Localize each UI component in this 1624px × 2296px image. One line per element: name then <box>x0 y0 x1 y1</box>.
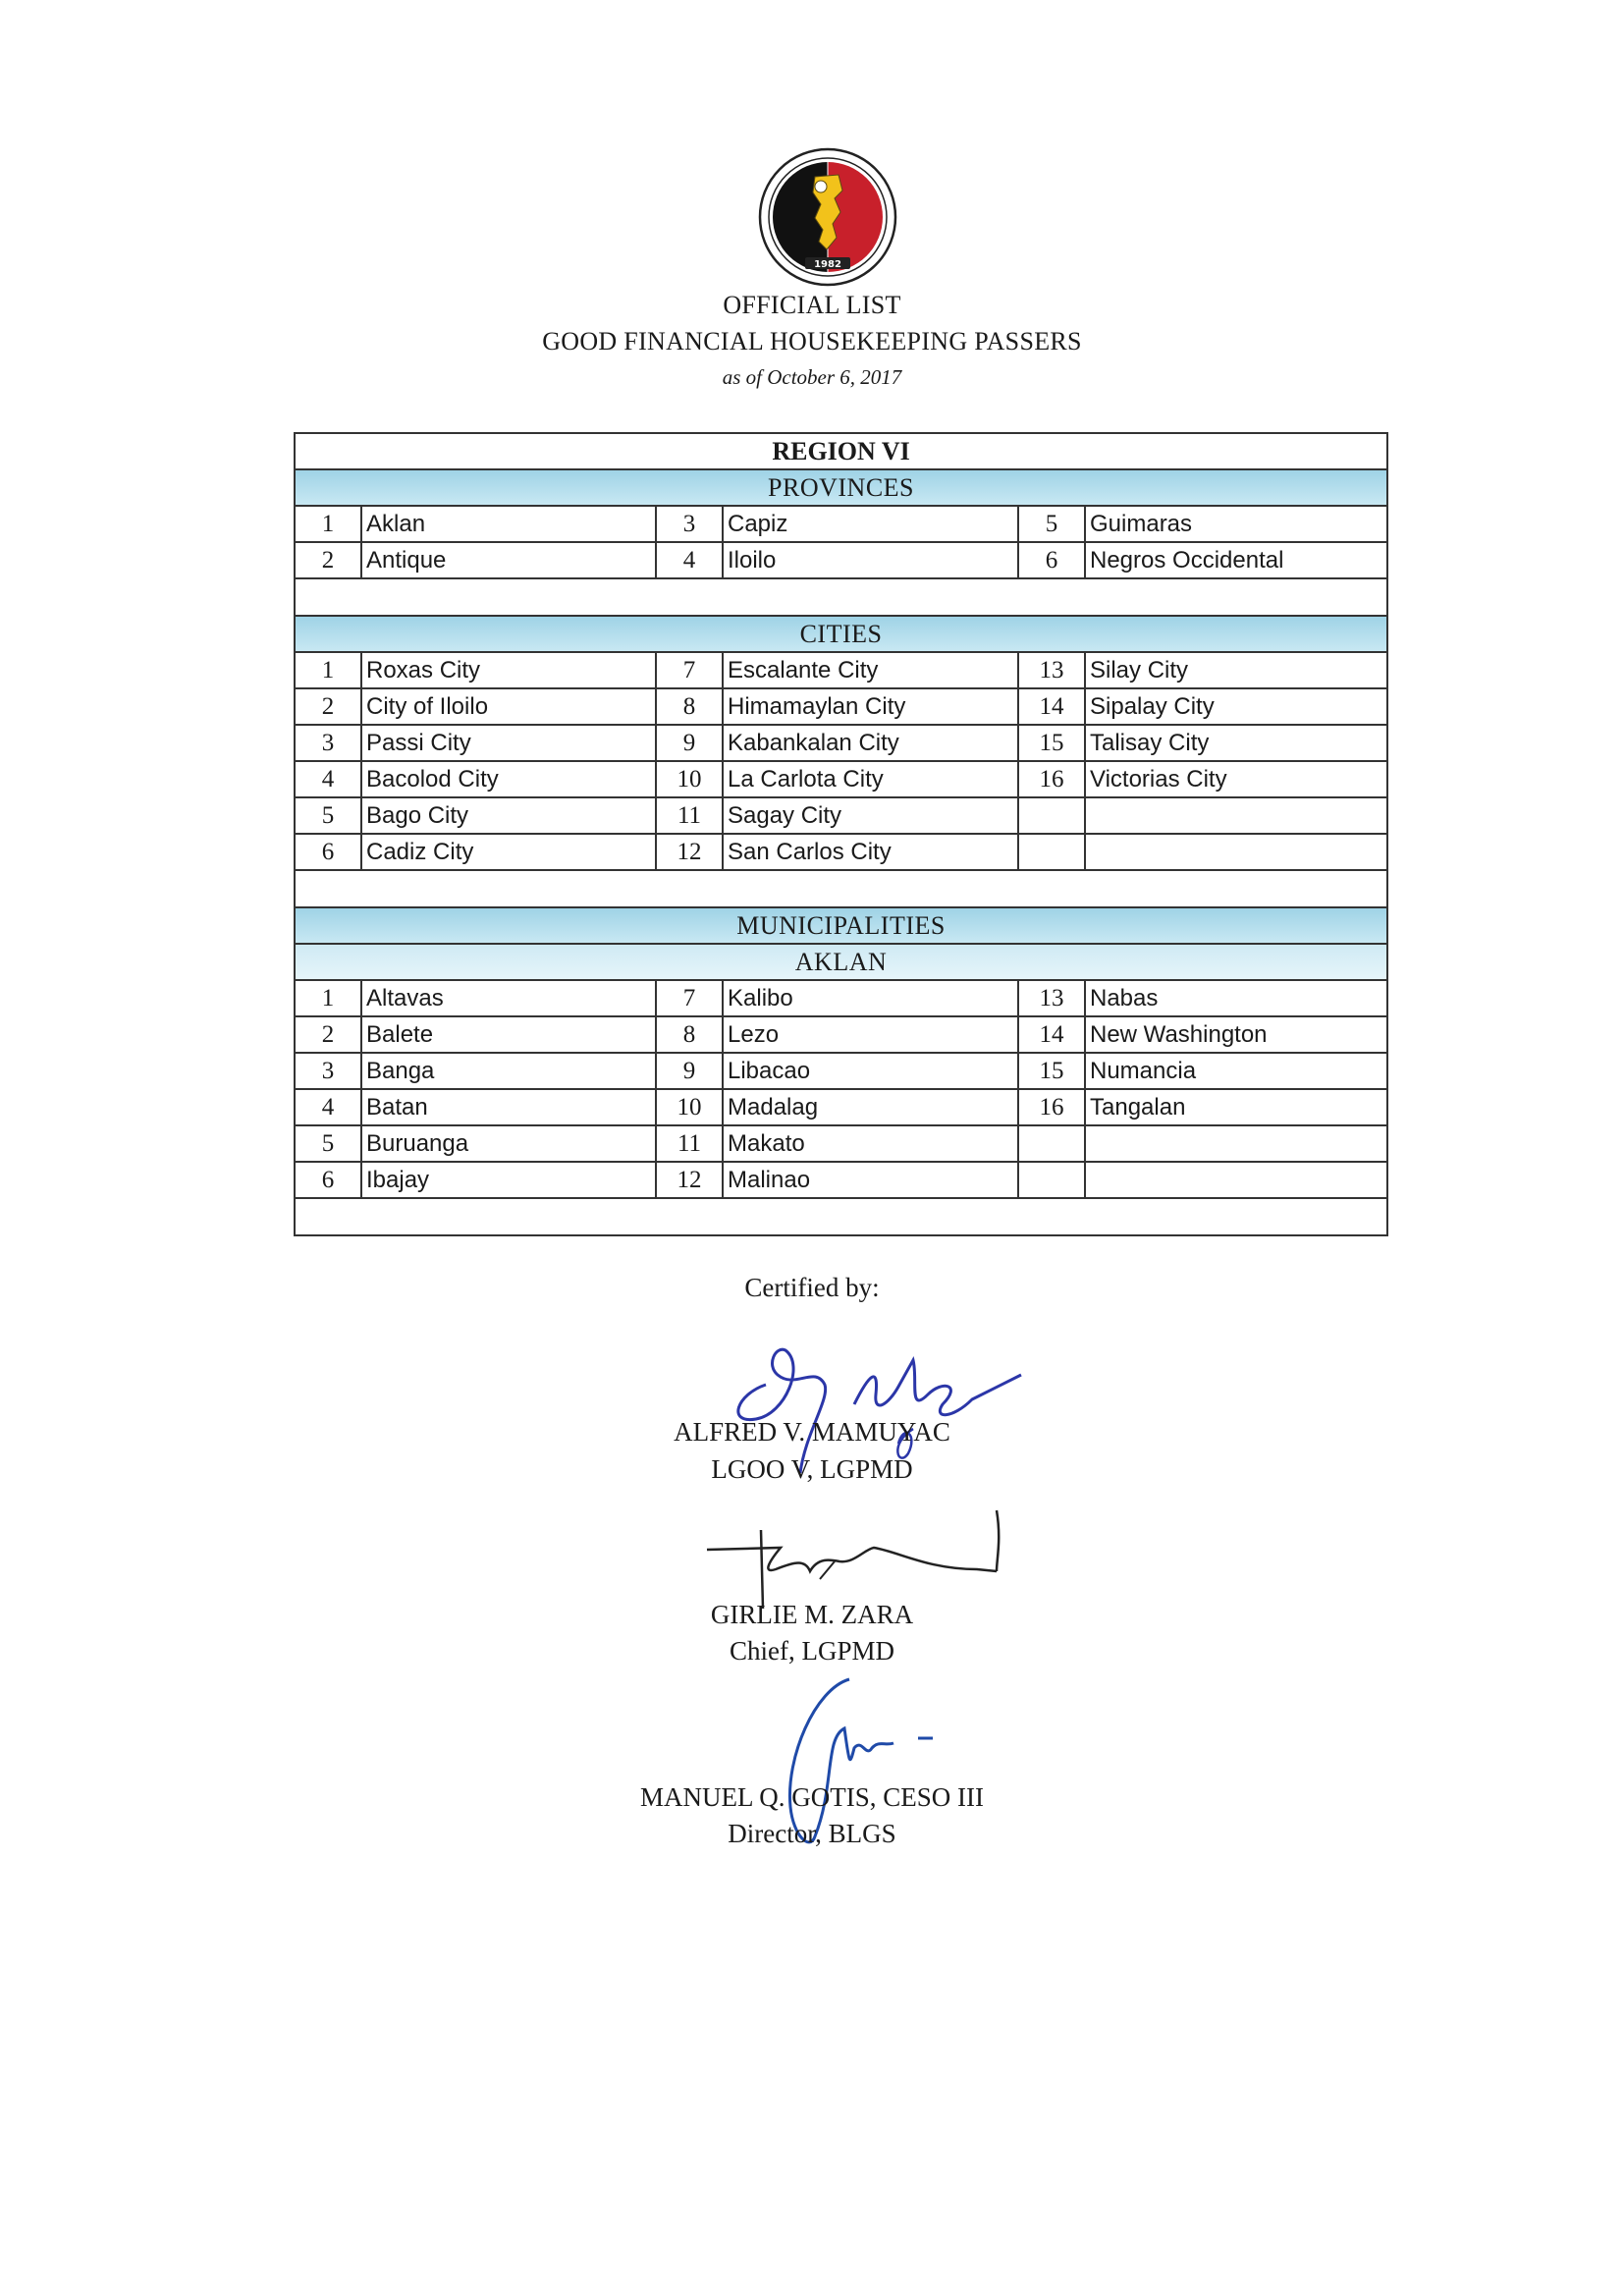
lgu-name: Kalibo <box>723 980 1018 1016</box>
row-number: 3 <box>295 725 361 761</box>
signatory-2-title: Chief, LGPMD <box>730 1636 894 1666</box>
province-subheading <box>295 944 1387 980</box>
lgu-name: Silay City <box>1085 652 1387 688</box>
row-number: 8 <box>656 688 723 725</box>
row-number <box>1018 797 1085 834</box>
row-number: 12 <box>656 1162 723 1198</box>
row-number: 6 <box>295 1162 361 1198</box>
provinces-heading <box>295 469 1387 506</box>
lgu-name: Bacolod City <box>361 761 656 797</box>
row-number: 14 <box>1018 688 1085 725</box>
spacer-row-cell <box>295 578 1387 616</box>
lgu-name: Roxas City <box>361 652 656 688</box>
lgu-name: Madalag <box>723 1089 1018 1125</box>
row-number: 3 <box>656 506 723 542</box>
lgu-name: Talisay City <box>1085 725 1387 761</box>
lgu-name: Batan <box>361 1089 656 1125</box>
province-subheading-cell: AKLAN <box>295 944 1387 980</box>
lgu-name: Makato <box>723 1125 1018 1162</box>
row-number: 4 <box>656 542 723 578</box>
row-number: 8 <box>656 1016 723 1053</box>
row-number: 7 <box>656 652 723 688</box>
lgu-name: Altavas <box>361 980 656 1016</box>
cities-heading-cell: CITIES <box>295 616 1387 652</box>
row-number: 1 <box>295 652 361 688</box>
lgu-name: Buruanga <box>361 1125 656 1162</box>
table-row <box>295 834 1387 870</box>
lgu-name: Aklan <box>361 506 656 542</box>
row-number: 16 <box>1018 761 1085 797</box>
lgu-name: Kabankalan City <box>723 725 1018 761</box>
lgu-name: Antique <box>361 542 656 578</box>
row-number: 15 <box>1018 1053 1085 1089</box>
table-row <box>295 980 1387 1016</box>
table-row <box>295 1053 1387 1089</box>
passers-table <box>294 432 1388 1236</box>
table-row <box>295 761 1387 797</box>
row-number: 9 <box>656 1053 723 1089</box>
row-number: 13 <box>1018 980 1085 1016</box>
lgu-name: Ibajay <box>361 1162 656 1198</box>
lgu-name: Malinao <box>723 1162 1018 1198</box>
lgu-name <box>1085 797 1387 834</box>
table-row <box>295 1089 1387 1125</box>
row-number: 10 <box>656 1089 723 1125</box>
lgu-name: Sagay City <box>723 797 1018 834</box>
row-number: 9 <box>656 725 723 761</box>
region-heading-cell: REGION VI <box>295 433 1387 469</box>
row-number: 12 <box>656 834 723 870</box>
row-number: 14 <box>1018 1016 1085 1053</box>
lgu-name <box>1085 834 1387 870</box>
row-number: 6 <box>295 834 361 870</box>
lgu-name: Balete <box>361 1016 656 1053</box>
row-number: 2 <box>295 1016 361 1053</box>
row-number: 16 <box>1018 1089 1085 1125</box>
lgu-name: City of Iloilo <box>361 688 656 725</box>
signatory-3-name: MANUEL Q. GOTIS, CESO III <box>640 1782 984 1812</box>
row-number: 15 <box>1018 725 1085 761</box>
lgu-name: Negros Occidental <box>1085 542 1387 578</box>
row-number: 2 <box>295 542 361 578</box>
municipalities-heading <box>295 907 1387 944</box>
table-row <box>295 1016 1387 1053</box>
municipalities-heading-cell: MUNICIPALITIES <box>295 907 1387 944</box>
lgu-name: San Carlos City <box>723 834 1018 870</box>
document-date: as of October 6, 2017 <box>722 365 902 389</box>
lgu-name: Himamaylan City <box>723 688 1018 725</box>
spacer-row-cell <box>295 870 1387 907</box>
lgu-name: Libacao <box>723 1053 1018 1089</box>
lgu-name: Numancia <box>1085 1053 1387 1089</box>
table-row <box>295 542 1387 578</box>
row-number <box>1018 1125 1085 1162</box>
lgu-name: Lezo <box>723 1016 1018 1053</box>
signatory-3-title: Director, BLGS <box>728 1819 896 1848</box>
lgu-name: Guimaras <box>1085 506 1387 542</box>
certified-by-label: Certified by: <box>744 1273 880 1302</box>
table-row <box>295 725 1387 761</box>
lgu-name: Escalante City <box>723 652 1018 688</box>
row-number: 3 <box>295 1053 361 1089</box>
lgu-name: Bago City <box>361 797 656 834</box>
table-row <box>295 1125 1387 1162</box>
lgu-name: La Carlota City <box>723 761 1018 797</box>
lgu-name: Iloilo <box>723 542 1018 578</box>
row-number: 13 <box>1018 652 1085 688</box>
row-number <box>1018 834 1085 870</box>
table-row <box>295 1162 1387 1198</box>
row-number: 6 <box>1018 542 1085 578</box>
signatory-1-name: ALFRED V. MAMUYAC <box>674 1417 950 1447</box>
signatory-2-name: GIRLIE M. ZARA <box>710 1600 914 1629</box>
row-number: 4 <box>295 761 361 797</box>
signatory-1-title: LGOO V, LGPMD <box>711 1454 913 1484</box>
region-heading <box>295 433 1387 469</box>
row-number: 5 <box>295 1125 361 1162</box>
row-number: 4 <box>295 1089 361 1125</box>
row-number: 11 <box>656 1125 723 1162</box>
svg-text:1982: 1982 <box>814 259 841 270</box>
lgu-name: Sipalay City <box>1085 688 1387 725</box>
lgu-name: Passi City <box>361 725 656 761</box>
document-title: OFFICIAL LIST <box>723 291 901 319</box>
lgu-name: Tangalan <box>1085 1089 1387 1125</box>
row-number: 1 <box>295 980 361 1016</box>
row-number: 7 <box>656 980 723 1016</box>
spacer-row <box>295 870 1387 907</box>
blgs-seal-logo <box>758 147 897 287</box>
row-number: 5 <box>295 797 361 834</box>
lgu-name: New Washington <box>1085 1016 1387 1053</box>
row-number: 1 <box>295 506 361 542</box>
lgu-name <box>1085 1125 1387 1162</box>
table-row <box>295 688 1387 725</box>
row-number: 5 <box>1018 506 1085 542</box>
lgu-name <box>1085 1162 1387 1198</box>
table-row <box>295 797 1387 834</box>
lgu-name: Victorias City <box>1085 761 1387 797</box>
row-number: 2 <box>295 688 361 725</box>
spacer-row-cell <box>295 1198 1387 1235</box>
lgu-name: Capiz <box>723 506 1018 542</box>
provinces-heading-cell: PROVINCES <box>295 469 1387 506</box>
row-number: 11 <box>656 797 723 834</box>
lgu-name: Banga <box>361 1053 656 1089</box>
lgu-name: Nabas <box>1085 980 1387 1016</box>
row-number: 10 <box>656 761 723 797</box>
cities-heading <box>295 616 1387 652</box>
lgu-name: Cadiz City <box>361 834 656 870</box>
spacer-row <box>295 578 1387 616</box>
table-row <box>295 506 1387 542</box>
document-subtitle: GOOD FINANCIAL HOUSEKEEPING PASSERS <box>542 327 1082 355</box>
spacer-row <box>295 1198 1387 1235</box>
table-row <box>295 652 1387 688</box>
row-number <box>1018 1162 1085 1198</box>
